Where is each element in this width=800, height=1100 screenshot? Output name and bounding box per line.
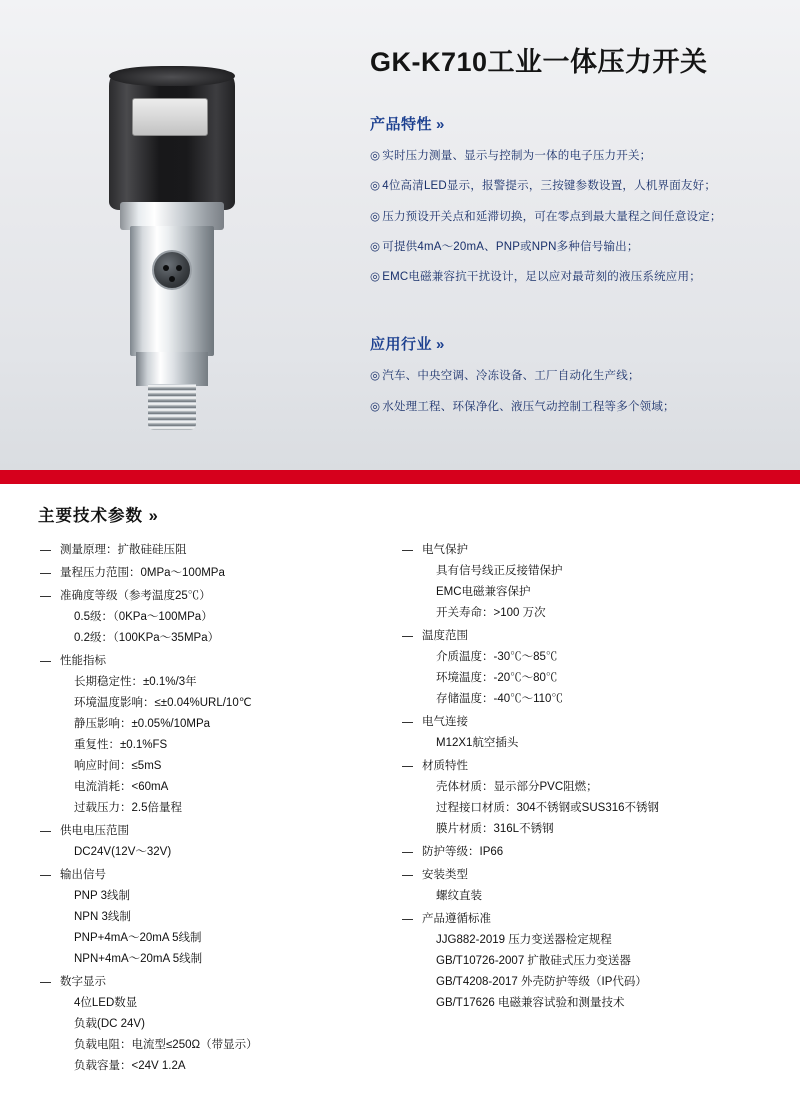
spec-item: JJG882-2019 压力变送器检定规程 bbox=[436, 934, 612, 946]
industry-item bbox=[370, 399, 770, 416]
feature-item bbox=[370, 239, 770, 256]
bullet-icon: ◎ bbox=[370, 210, 381, 223]
spec-item: 具有信号线正反接错保护 bbox=[436, 565, 563, 577]
feature-text: 压力预设开关点和延滞切换，可在零点到最大量程之间任意设定； bbox=[382, 210, 722, 223]
feature-text: EMC电磁兼容抗干扰设计，足以应对最苛刻的液压系统应用； bbox=[382, 271, 701, 283]
feature-item bbox=[370, 269, 770, 286]
bullet-icon: ◎ bbox=[370, 180, 381, 193]
spec-group-head: 测量原理：扩散硅硅压阻 bbox=[38, 540, 370, 561]
spec-item: PNP+4mA～20mA 5线制 bbox=[74, 932, 202, 944]
bullet-icon: ◎ bbox=[370, 150, 381, 162]
spec-group-head: 输出信号 bbox=[38, 865, 370, 886]
spec-item: 环境温度：-20℃～80℃ bbox=[436, 672, 558, 684]
spec-item: 0.5级：（0KPa～100MPa） bbox=[74, 611, 213, 623]
spec-item: 环境温度影响：≤±0.04%URL/10℃ bbox=[74, 697, 252, 709]
hero-section bbox=[0, 0, 800, 470]
connector-pin bbox=[169, 276, 175, 282]
spec-group bbox=[38, 540, 370, 561]
spec-item: 长期稳定性：±0.1%/3年 bbox=[74, 676, 197, 688]
spec-group bbox=[400, 909, 740, 1014]
pressure-switch-illustration bbox=[100, 50, 250, 420]
bullet-icon: ◎ bbox=[370, 240, 381, 253]
sensor-cap-top bbox=[109, 66, 235, 86]
spec-group-head: 材质特性 bbox=[400, 756, 740, 777]
spec-item: M12X1航空插头 bbox=[436, 737, 519, 749]
hero-text-column bbox=[370, 40, 770, 429]
spec-group-head: 电气连接 bbox=[400, 712, 740, 733]
spec-item: 0.2级：（100KPa～35MPa） bbox=[74, 632, 220, 644]
spec-section bbox=[0, 484, 800, 1100]
features-heading-label: 产品特性 bbox=[370, 116, 433, 133]
spec-group-head: 数字显示 bbox=[38, 972, 370, 993]
feature-item bbox=[370, 148, 770, 165]
spec-item: 介质温度：-30℃～85℃ bbox=[436, 651, 558, 663]
spec-item: 壳体材质：显示部分PVC阻燃； bbox=[436, 781, 598, 793]
feature-text: 可提供4mA～20mA、PNP或NPN多种信号输出； bbox=[382, 240, 639, 253]
spec-group-head: 量程压力范围：0MPa～100MPa bbox=[38, 563, 370, 584]
spec-group bbox=[38, 865, 370, 970]
feature-text: 实时压力测量、显示与控制为一体的电子压力开关； bbox=[382, 150, 652, 162]
spec-item: NPN 3线制 bbox=[74, 911, 131, 923]
spec-item: GB/T4208-2017 外壳防护等级（IP代码） bbox=[436, 976, 647, 988]
spec-group-head: 性能指标 bbox=[38, 651, 370, 672]
spec-group-head: 产品遵循标准 bbox=[400, 909, 740, 930]
industries-chevron-icon: » bbox=[436, 336, 445, 354]
feature-item bbox=[370, 178, 770, 195]
bullet-icon: ◎ bbox=[370, 370, 381, 383]
feature-text: 4位高清LED显示，报警提示，三按键参数设置，人机界面友好； bbox=[382, 180, 717, 193]
industry-text: 水处理工程、环保净化、液压气动控制工程等多个领域； bbox=[382, 400, 675, 413]
sensor-connector-icon bbox=[152, 250, 192, 290]
spec-group-head: 电气保护 bbox=[400, 540, 740, 561]
spec-group bbox=[38, 586, 370, 649]
features-chevron-icon: » bbox=[436, 116, 445, 133]
sensor-hex-nut bbox=[136, 352, 208, 386]
spec-item: 螺纹直装 bbox=[436, 890, 482, 902]
sensor-cap bbox=[109, 70, 235, 210]
spec-group bbox=[38, 563, 370, 584]
spec-group-head: 防护等级：IP66 bbox=[400, 842, 740, 863]
spec-group-head: 温度范围 bbox=[400, 626, 740, 647]
spec-item: 负载(DC 24V) bbox=[74, 1018, 145, 1030]
spec-item: 静压影响：±0.05%/10MPa bbox=[74, 718, 211, 730]
industries-heading-label: 应用行业 bbox=[370, 336, 433, 354]
spec-group bbox=[400, 756, 740, 840]
spec-columns bbox=[0, 540, 800, 1079]
spec-item: 负载电阻：电流型≤250Ω（带显示） bbox=[74, 1039, 258, 1051]
spec-item: 膜片材质：316L不锈钢 bbox=[436, 823, 554, 835]
industry-item bbox=[370, 368, 770, 385]
spec-item: 存储温度：-40℃～110℃ bbox=[436, 693, 563, 705]
spec-group-head: 供电电压范围 bbox=[38, 821, 370, 842]
spec-group-head: 准确度等级（参考温度25℃） bbox=[38, 586, 370, 607]
spec-item: DC24V(12V～32V) bbox=[74, 846, 172, 858]
spec-group bbox=[38, 972, 370, 1077]
spec-item: 过载压力：2.5倍量程 bbox=[74, 802, 182, 814]
spec-item: EMC电磁兼容保护 bbox=[436, 586, 531, 598]
spec-item: GB/T10726-2007 扩散硅式压力变送器 bbox=[436, 955, 631, 967]
spec-item: 过程接口材质：304不锈钢或SUS316不锈钢 bbox=[436, 802, 660, 814]
spec-group bbox=[38, 651, 370, 819]
bullet-icon: ◎ bbox=[370, 271, 381, 283]
spec-chevron-icon: » bbox=[148, 507, 159, 525]
features-heading bbox=[370, 113, 770, 134]
industry-text: 汽车、中央空调、冷冻设备、工厂自动化生产线； bbox=[382, 370, 640, 383]
spec-group bbox=[38, 821, 370, 863]
spec-item: 响应时间：≤5mS bbox=[74, 760, 162, 772]
spec-item: 重复性：±0.1%FS bbox=[74, 739, 168, 751]
section-spacer bbox=[370, 299, 770, 333]
spec-group bbox=[400, 865, 740, 907]
spec-item: GB/T17626 电磁兼容试验和测量技术 bbox=[436, 997, 625, 1009]
spec-title-label: 主要技术参数 bbox=[38, 507, 143, 525]
feature-item bbox=[370, 209, 770, 226]
spec-column-right bbox=[370, 540, 740, 1079]
spec-item: 开关寿命：>100 万次 bbox=[436, 607, 546, 619]
spec-item: 负载容量：<24V 1.2A bbox=[74, 1060, 186, 1072]
spec-group bbox=[400, 540, 740, 624]
industries-heading bbox=[370, 333, 770, 354]
spec-title bbox=[38, 502, 159, 526]
product-image bbox=[40, 20, 340, 440]
spec-item: NPN+4mA～20mA 5线制 bbox=[74, 953, 203, 965]
page-title: GK-K710工业一体压力开关 bbox=[370, 47, 708, 77]
spec-group bbox=[400, 626, 740, 710]
spec-item: PNP 3线制 bbox=[74, 890, 131, 902]
spec-group-head: 安装类型 bbox=[400, 865, 740, 886]
spec-column-left bbox=[0, 540, 370, 1079]
spec-group bbox=[400, 712, 740, 754]
spec-item: 电流消耗：<60mA bbox=[74, 781, 169, 793]
spec-group bbox=[400, 842, 740, 863]
bullet-icon: ◎ bbox=[370, 400, 381, 413]
sensor-body bbox=[130, 226, 214, 356]
sensor-thread bbox=[148, 384, 196, 430]
red-divider bbox=[0, 470, 800, 484]
sensor-led-display bbox=[132, 98, 208, 136]
spec-item: 4位LED数显 bbox=[74, 997, 138, 1009]
